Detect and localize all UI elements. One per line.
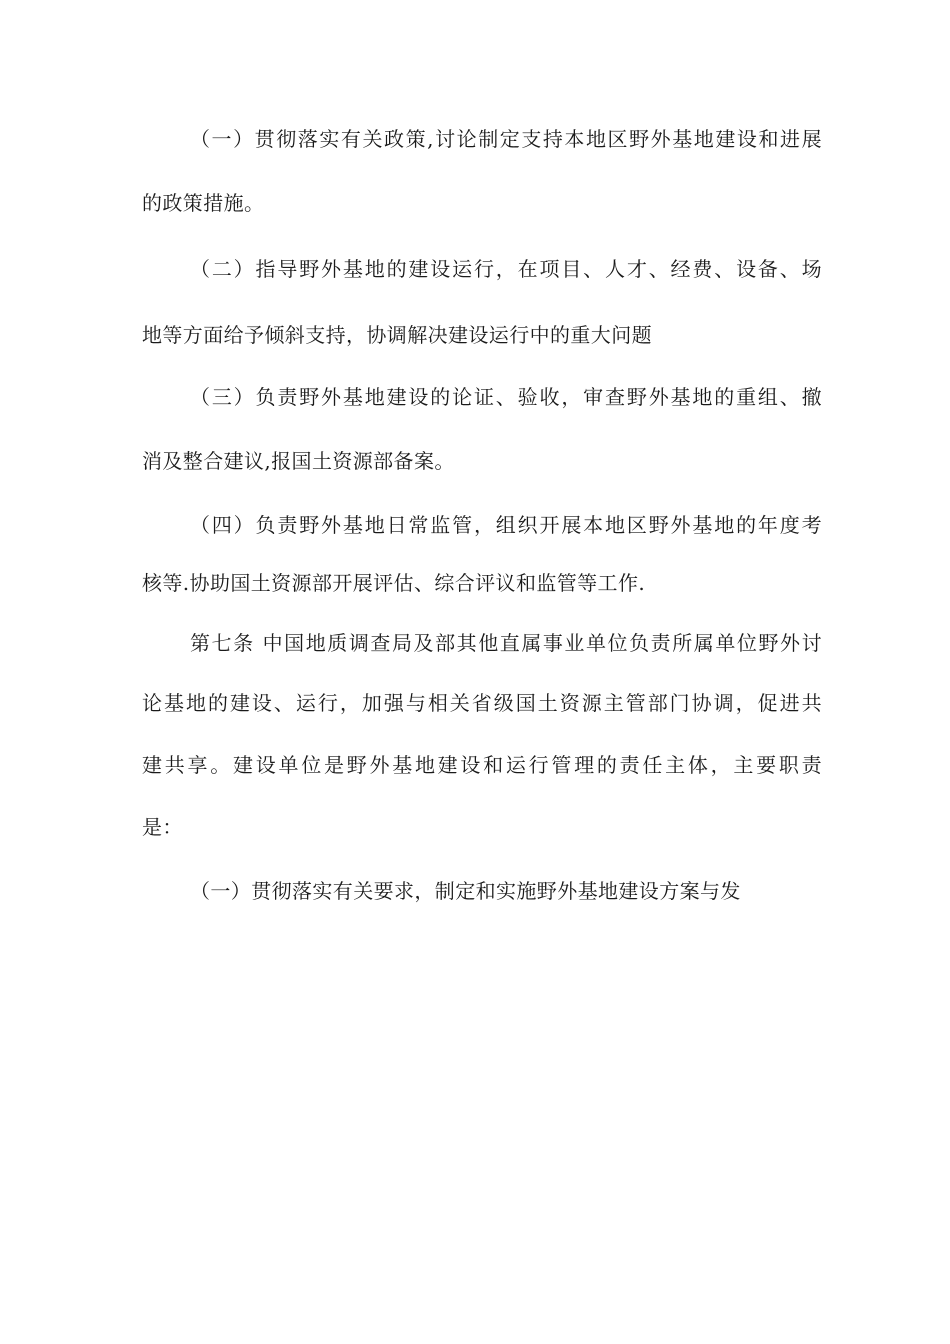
paragraph-2-line-2: 地等方面给予倾斜支持，协调解决建设运行中的重大问题 xyxy=(142,323,652,347)
paragraph-4-line-2: 核等.协助国土资源部开展评估、综合评议和监管等工作. xyxy=(142,571,646,595)
article-7-line-3: 建共享。建设单位是野外基地建设和运行管理的责任主体，主要职责 xyxy=(142,753,822,777)
article-7-line-2: 论基地的建设、运行，加强与相关省级国土资源主管部门协调，促进共 xyxy=(142,691,822,715)
article-7-item-1-line-1: （一）贯彻落实有关要求，制定和实施野外基地建设方案与发 xyxy=(190,879,741,903)
paragraph-3-line-1: （三）负责野外基地建设的论证、验收，审查野外基地的重组、撤 xyxy=(190,385,822,409)
article-7-line-1: 第七条 中国地质调查局及部其他直属事业单位负责所属单位野外讨 xyxy=(190,631,822,655)
paragraph-1-line-1: （一）贯彻落实有关政策,讨论制定支持本地区野外基地建设和进展 xyxy=(190,127,822,151)
paragraph-4-line-1: （四）负责野外基地日常监管，组织开展本地区野外基地的年度考 xyxy=(190,513,822,537)
paragraph-1-line-2: 的政策措施。 xyxy=(142,191,265,215)
paragraph-2-line-1: （二）指导野外基地的建设运行，在项目、人才、经费、设备、场 xyxy=(190,257,822,281)
paragraph-3-line-2: 消及整合建议,报国土资源部备案。 xyxy=(142,449,455,473)
article-7-line-4: 是： xyxy=(142,815,183,839)
